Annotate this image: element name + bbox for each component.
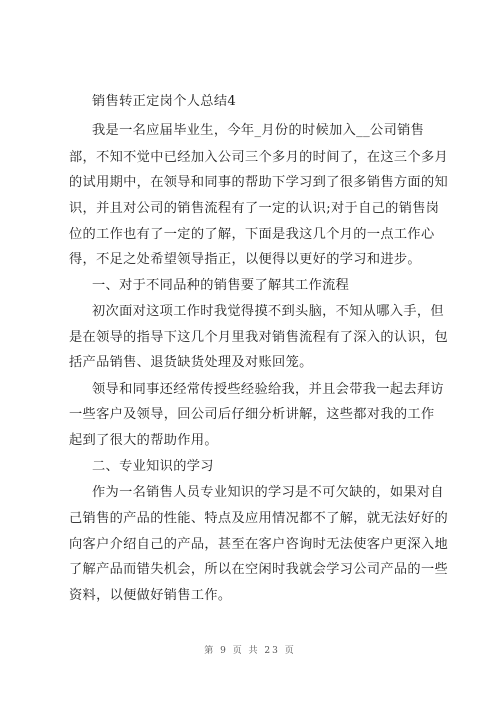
paragraph-4-line-2: 己销售的产品的性能、特点及应用情况都不了解，就无法好好的	[69, 511, 449, 526]
paragraph-1-line-3: 的试用期中，在领导和同事的帮助下学习到了很多销售方面的知	[69, 175, 449, 190]
paragraph-3-line-2: 一些客户及领导，回公司后仔细分析讲解，这些都对我的工作	[69, 407, 435, 422]
paragraph-4-line-3: 向客户介绍自己的产品，甚至在客户咨询时无法使客户更深入地	[69, 537, 449, 552]
paragraph-3-line-3: 起到了很大的帮助作用。	[69, 433, 218, 448]
paragraph-1-line-5: 位的工作也有了一定的了解，下面是我这几个月的一点工作心	[69, 227, 435, 242]
paragraph-4-line-4: 了解产品而错失机会，所以在空闲时我就会学习公司产品的一些	[69, 562, 449, 577]
paragraph-4-line-1: 作为一名销售人员专业知识的学习是不可欠缺的，如果对自	[92, 485, 444, 500]
paragraph-1-line-6: 得，不足之处希望领导指正，以便得以更好的学习和进步。	[69, 252, 421, 267]
paragraph-1-line-2: 部，不知不觉中已经加入公司三个多月的时间了，在这三个多月	[69, 150, 449, 165]
paragraph-2-line-1: 初次面对这项工作时我觉得摸不到头脑，不知从哪入手，但	[92, 304, 444, 319]
paragraph-2-line-2: 是在领导的指导下这几个月里我对销售流程有了深入的认识，包	[69, 330, 449, 345]
paragraph-4-line-5: 资料，以便做好销售工作。	[69, 588, 232, 603]
paragraph-3-line-1: 领导和同事还经常传授些经验给我，并且会带我一起去拜访	[92, 382, 444, 397]
page-number-footer: 第 9 页 共 23 页	[204, 646, 296, 656]
section-heading-1: 一、对于不同品种的销售要了解其工作流程	[92, 278, 350, 293]
document-title: 销售转正定岗个人总结4	[92, 94, 237, 109]
paragraph-2-line-3: 括产品销售、退货缺货处理及对账回笼。	[69, 355, 313, 370]
paragraph-1-line-4: 识，并且对公司的销售流程有了一定的认识;对于自己的销售岗	[69, 201, 440, 216]
paragraph-1-line-1: 我是一名应届毕业生，今年_月份的时候加入__公司销售	[92, 123, 425, 138]
section-heading-2: 二、专业知识的学习	[92, 459, 214, 474]
